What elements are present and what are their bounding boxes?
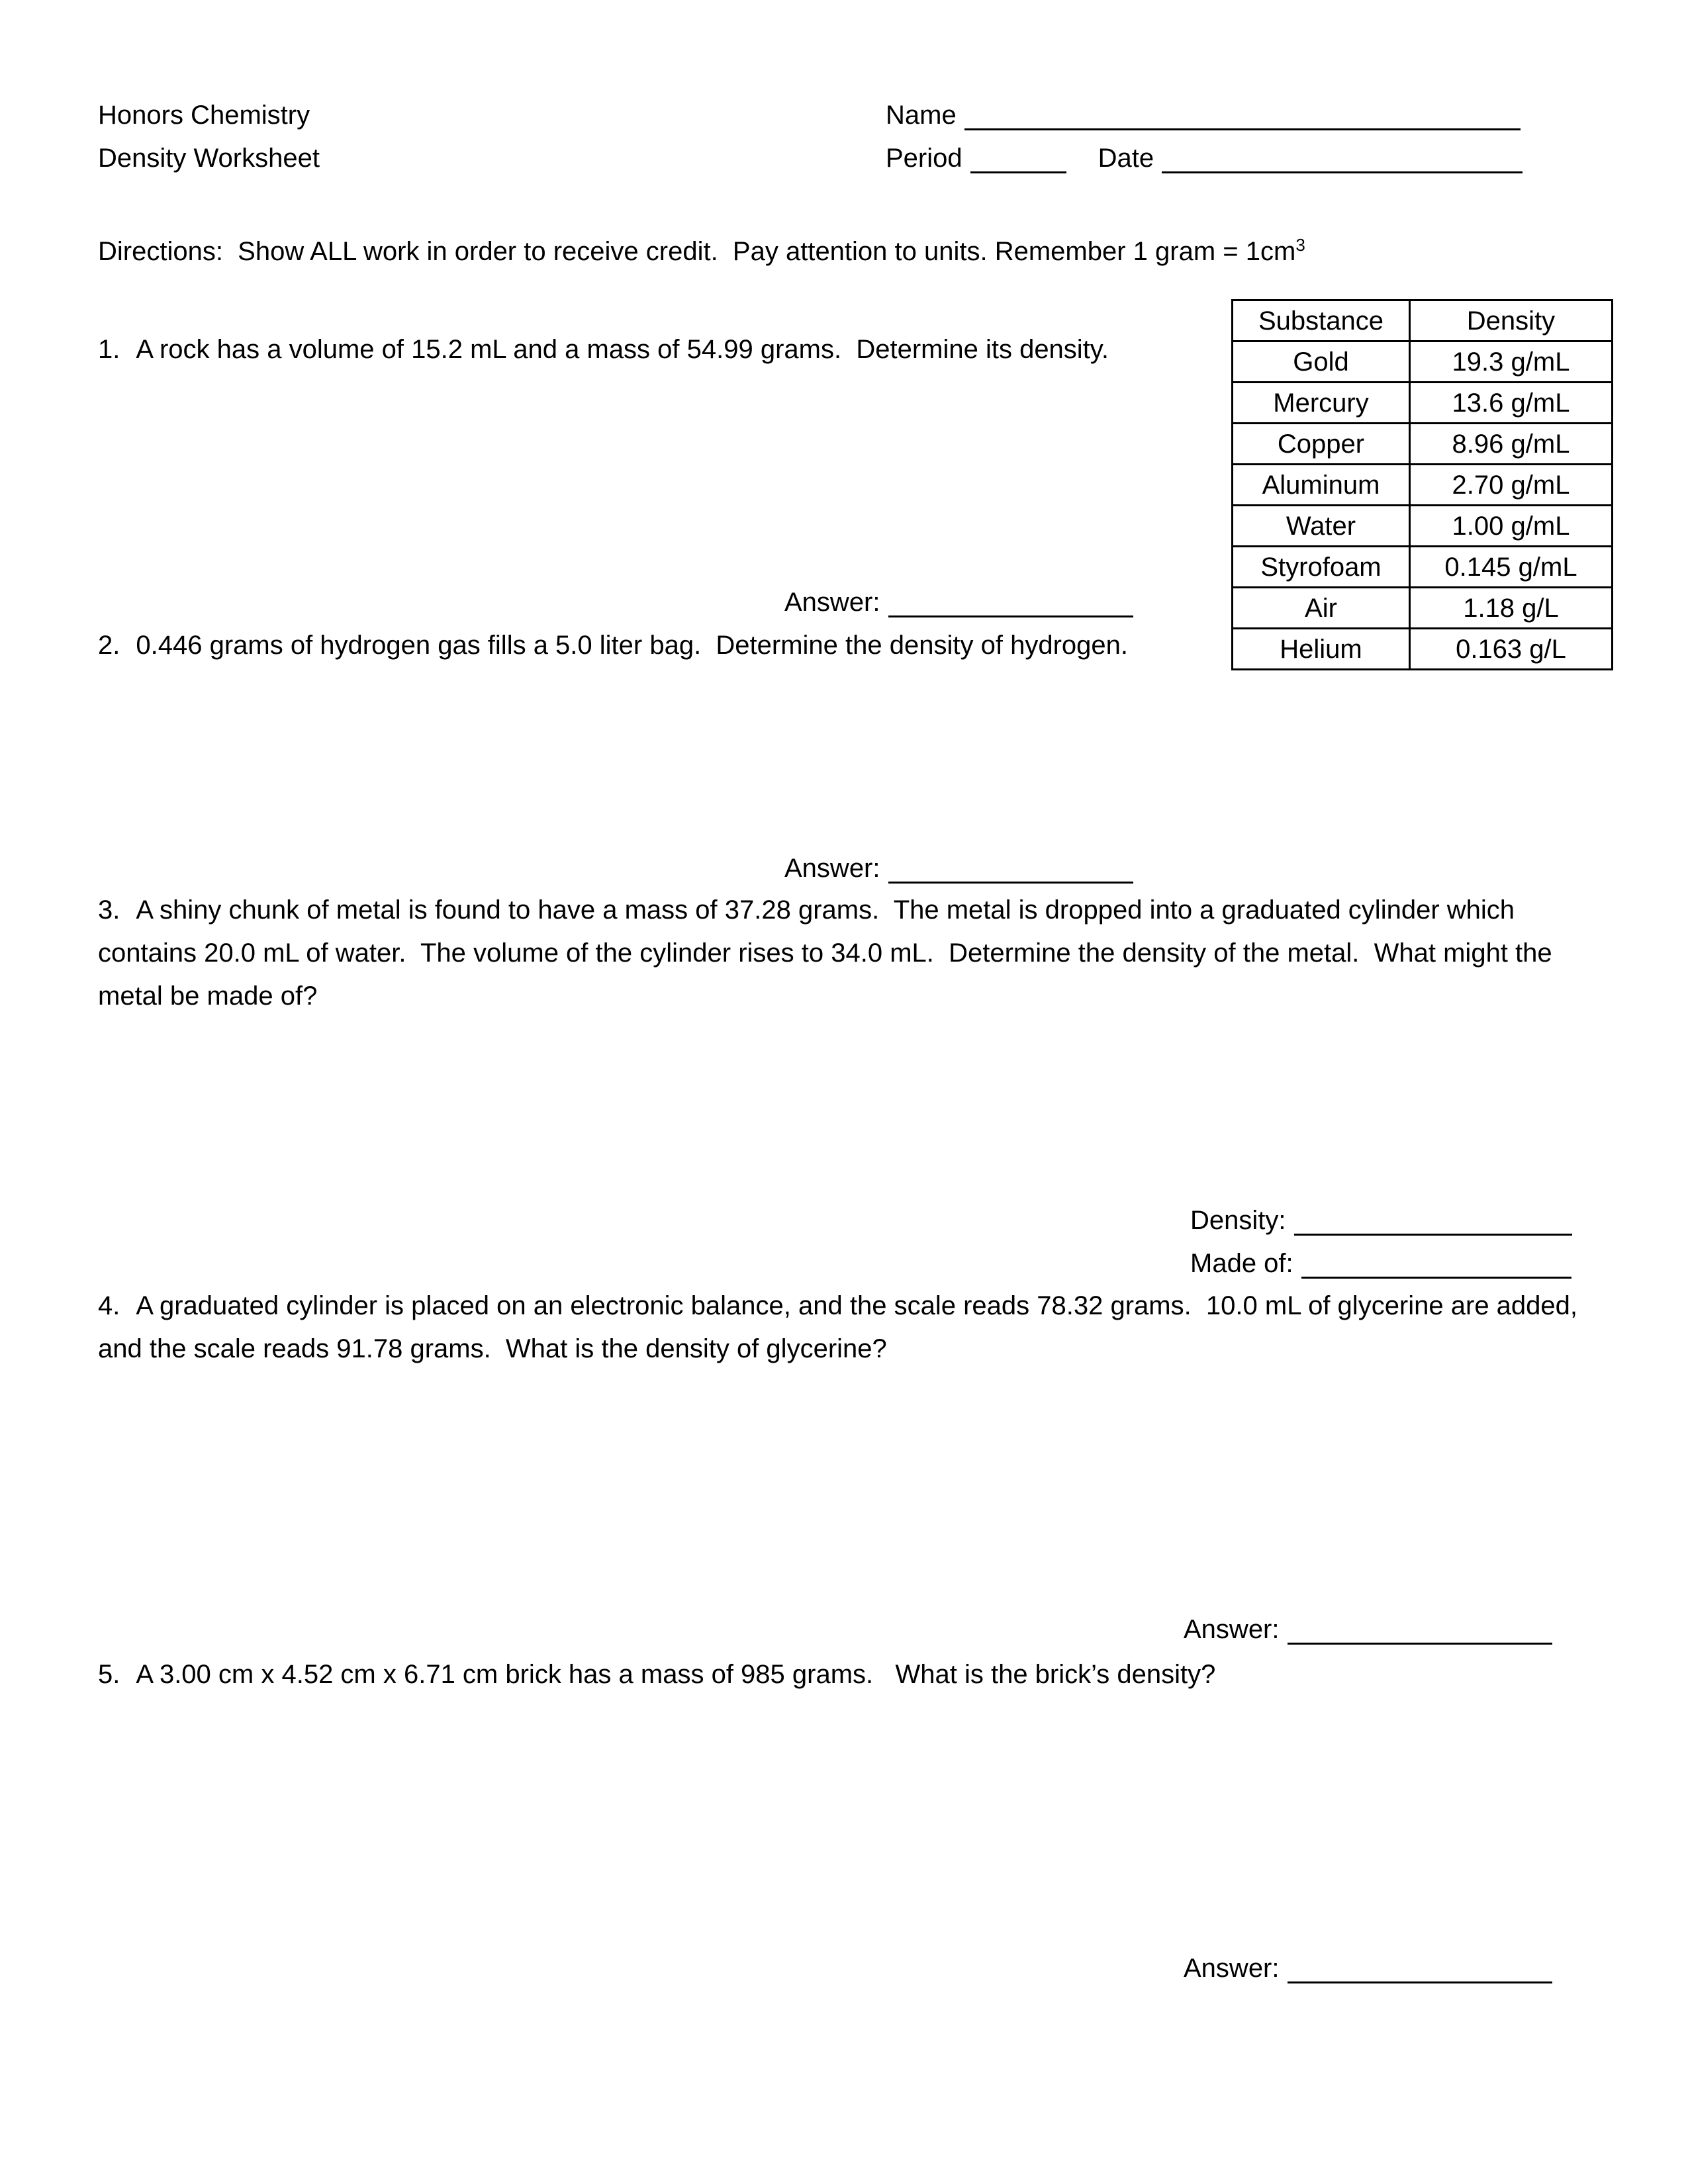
header-left (98, 94, 320, 180)
question-3-text: A shiny chunk of metal is found to have a mass of 37.28 grams. The metal is dropped into a graduated cylinder which contains 20.0 mL of water. The volume of the cylinder rises to 34.0 mL. Determine the density of the metal. What might the metal be made of? (98, 895, 1560, 1011)
question-4-text: A graduated cylinder is placed on an electronic balance, and the scale reads 78.32 grams. 10.0 mL of glycerine are added, and the scale reads 91.78 grams. What is the density of glycerine? (98, 1291, 1585, 1363)
table-cell-substance: Water (1233, 506, 1410, 547)
table-row (1233, 341, 1613, 383)
name-blank[interactable] (964, 102, 1521, 130)
table-row (1233, 424, 1613, 465)
name-label: Name (886, 101, 957, 130)
table-cell-density: 19.3 g/mL (1410, 341, 1613, 383)
period-label: Period (886, 144, 962, 173)
table-cell-density: 0.145 g/mL (1410, 547, 1613, 588)
question-1 (98, 328, 1184, 371)
course-name: Honors Chemistry (98, 101, 310, 130)
answer-2-blank[interactable] (888, 855, 1133, 884)
answer-2 (784, 847, 1133, 890)
answer-3-density-row (1190, 1199, 1572, 1242)
table-cell-substance: Aluminum (1233, 465, 1410, 506)
question-4-number: 4. (98, 1291, 120, 1320)
question-1-text: A rock has a volume of 15.2 mL and a mass of 54.99 grams. Determine its density. (136, 335, 1109, 364)
answer-1 (784, 581, 1133, 624)
directions-superscript: 3 (1295, 235, 1305, 255)
density-reference-table (1231, 299, 1613, 670)
answer-4-label: Answer: (1184, 1615, 1280, 1644)
question-3 (98, 889, 1601, 1018)
answer-5-label: Answer: (1184, 1954, 1280, 1983)
period-date-row (886, 137, 1523, 180)
date-label: Date (1098, 144, 1154, 173)
question-1-number: 1. (98, 335, 120, 364)
table-cell-substance: Styrofoam (1233, 547, 1410, 588)
table-cell-substance: Helium (1233, 629, 1410, 670)
answer-1-blank[interactable] (888, 589, 1133, 617)
table-header-substance: Substance (1233, 300, 1410, 341)
answer-3-made-of-row (1190, 1242, 1572, 1285)
table-cell-density: 0.163 g/L (1410, 629, 1613, 670)
table-row (1233, 547, 1613, 588)
answer-3-density-blank[interactable] (1294, 1207, 1572, 1236)
table-row (1233, 629, 1613, 670)
table-cell-substance: Gold (1233, 341, 1410, 383)
table-row (1233, 588, 1613, 629)
table-cell-density: 1.00 g/mL (1410, 506, 1613, 547)
question-5 (98, 1653, 1620, 1696)
answer-3-made-of-blank[interactable] (1301, 1250, 1571, 1279)
answer-5 (1184, 1947, 1552, 1990)
answer-4 (1184, 1608, 1552, 1651)
table-cell-density: 2.70 g/mL (1410, 465, 1613, 506)
table-header-density: Density (1410, 300, 1613, 341)
table-row (1233, 506, 1613, 547)
date-blank[interactable] (1162, 145, 1523, 173)
question-2 (98, 624, 1210, 667)
directions (98, 224, 1620, 273)
question-4 (98, 1285, 1601, 1371)
table-header-row (1233, 300, 1613, 341)
answer-3-made-of-label: Made of: (1190, 1249, 1293, 1278)
table-cell-density: 8.96 g/mL (1410, 424, 1613, 465)
table-cell-substance: Air (1233, 588, 1410, 629)
header-right (886, 94, 1523, 180)
question-5-text: A 3.00 cm x 4.52 cm x 6.71 cm brick has a mass of 985 grams. What is the brick’s density? (136, 1660, 1216, 1689)
answer-3-density-label: Density: (1190, 1206, 1286, 1235)
answer-1-label: Answer: (784, 588, 880, 617)
table-cell-density: 13.6 g/mL (1410, 383, 1613, 424)
directions-text: Directions: Show ALL work in order to receive credit. Pay attention to units. Remember 1 gram = 1cm (98, 237, 1296, 266)
table-cell-substance: Copper (1233, 424, 1410, 465)
question-3-number: 3. (98, 895, 120, 925)
answer-5-blank[interactable] (1288, 1955, 1552, 1983)
table-cell-density: 1.18 g/L (1410, 588, 1613, 629)
table-row (1233, 383, 1613, 424)
question-2-number: 2. (98, 631, 120, 660)
table-cell-substance: Mercury (1233, 383, 1410, 424)
table-row (1233, 465, 1613, 506)
question-2-text: 0.446 grams of hydrogen gas fills a 5.0 liter bag. Determine the density of hydrogen. (136, 631, 1128, 660)
answer-2-label: Answer: (784, 854, 880, 883)
page-title: Density Worksheet (98, 144, 320, 173)
answer-3 (1190, 1199, 1572, 1285)
period-blank[interactable] (970, 145, 1066, 173)
name-row (886, 94, 1523, 137)
answer-4-blank[interactable] (1288, 1616, 1552, 1645)
question-5-number: 5. (98, 1660, 120, 1689)
